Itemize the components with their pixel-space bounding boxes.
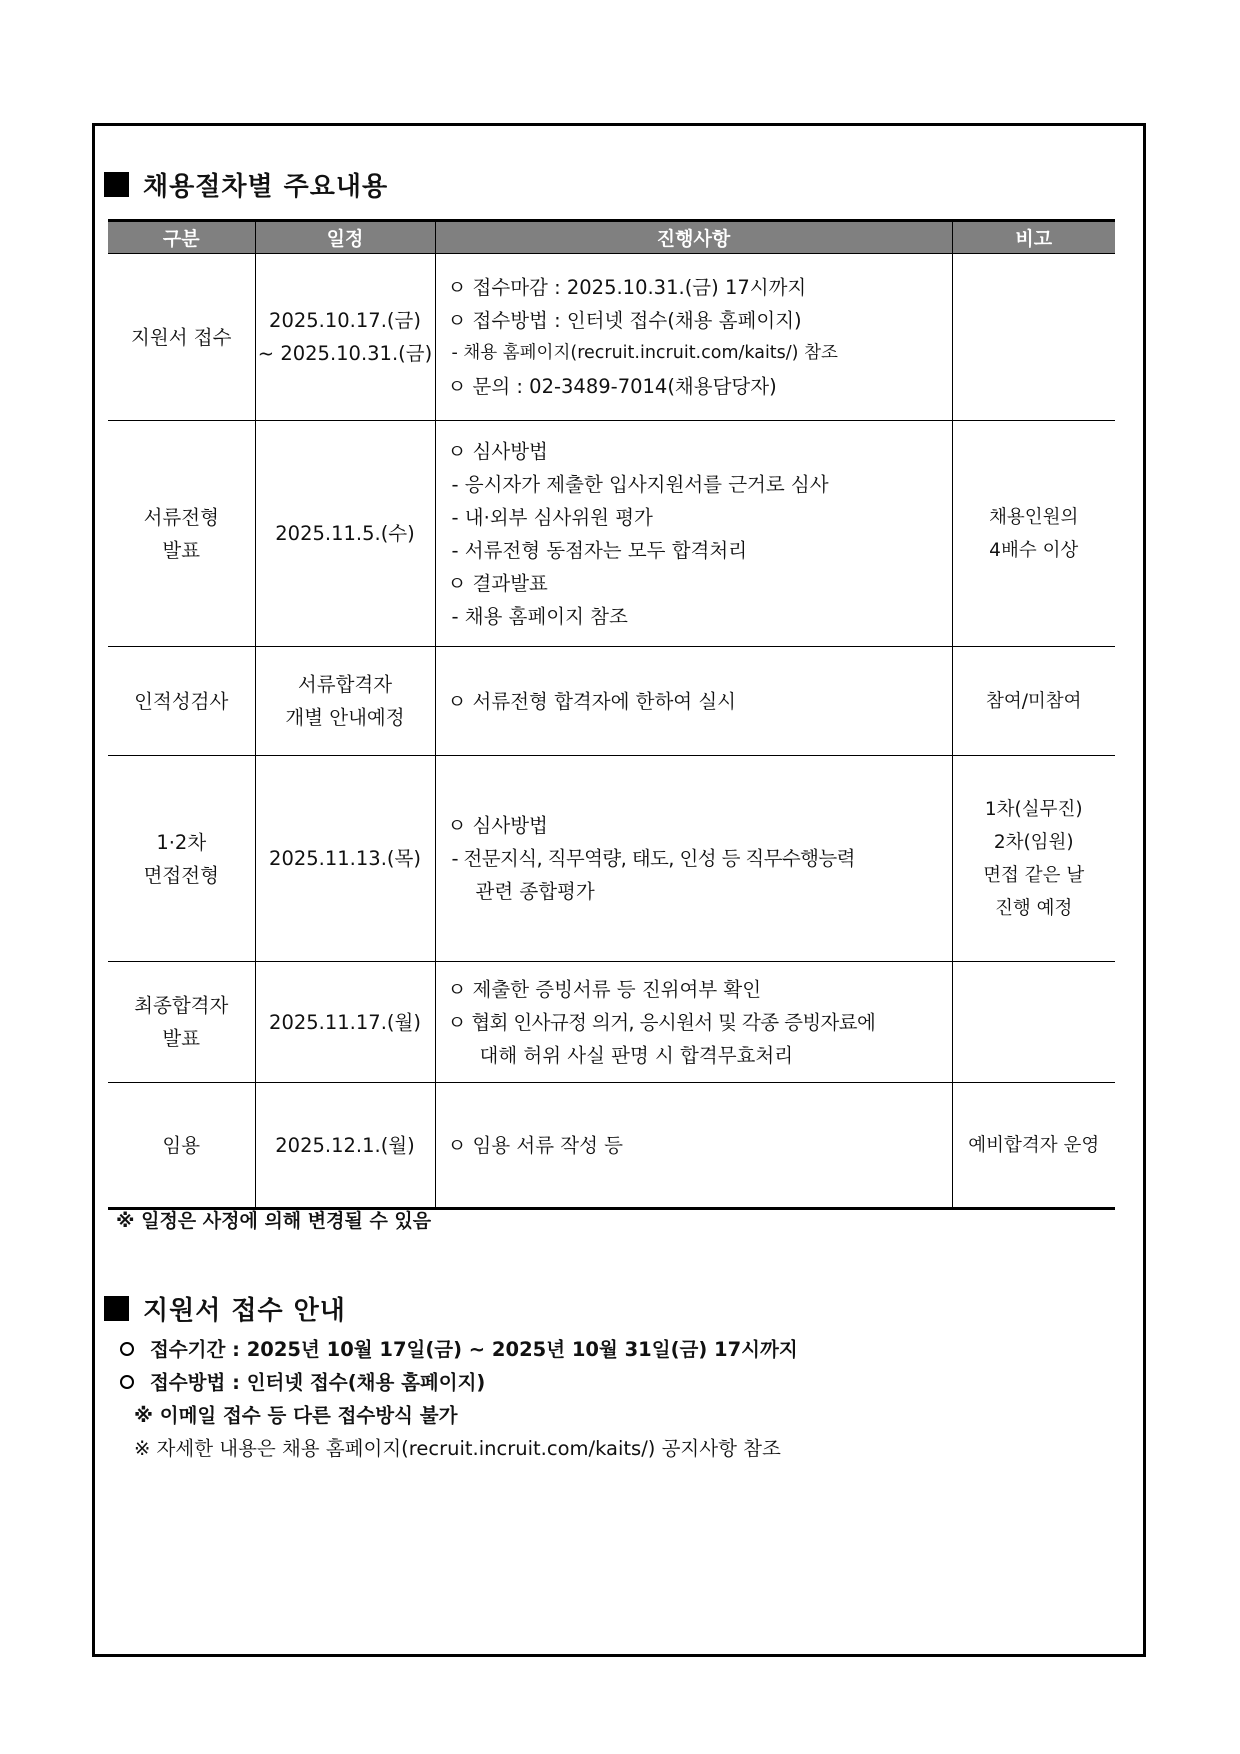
category-cell: 인적성검사	[108, 647, 255, 756]
schedule-cell: 2025.11.5.(수)	[255, 421, 435, 647]
procedure-table	[108, 219, 1115, 1210]
application-method-item: 접수방법 : 인터넷 접수(채용 홈페이지)	[120, 1367, 485, 1395]
note-cell	[952, 962, 1115, 1083]
section-title-application	[104, 1290, 346, 1327]
section-title-text: 지원서 접수 안내	[143, 1296, 346, 1326]
section-title-procedure	[104, 166, 388, 203]
homepage-reference-note: ※ 자세한 내용은 채용 홈페이지(recruit.incruit.com/kaits/) 공지사항 참조	[134, 1437, 781, 1460]
table-row	[108, 254, 1115, 421]
table-row	[108, 1083, 1115, 1209]
header-details: 진행사항	[435, 221, 952, 254]
table-row	[108, 647, 1115, 756]
section-title-text: 채용절차별 주요내용	[143, 172, 389, 202]
circle-bullet-icon	[120, 1375, 134, 1389]
details-cell: ㅇ 접수마감 : 2025.10.31.(금) 17시까지 ㅇ 접수방법 : 인터넷 접수(채용 홈페이지) - 채용 홈페이지(recruit.incruit.com/kaits/) 참조 ㅇ 문의 : 02-3489-7014(채용담당자)	[435, 254, 952, 421]
schedule-cell: 2025.12.1.(월)	[255, 1083, 435, 1209]
square-bullet-icon	[104, 1296, 129, 1321]
category-cell: 임용	[108, 1083, 255, 1209]
table-header-row	[108, 221, 1115, 254]
table-row	[108, 421, 1115, 647]
category-cell: 최종합격자 발표	[108, 962, 255, 1083]
note-cell: 1차(실무진) 2차(임원) 면접 같은 날 진행 예정	[952, 756, 1115, 962]
details-cell: ㅇ 심사방법 - 응시자가 제출한 입사지원서를 근거로 심사 - 내·외부 심사위원 평가 - 서류전형 동점자는 모두 합격처리 ㅇ 결과발표 - 채용 홈페이지 참조	[435, 421, 952, 647]
category-cell: 1·2차 면접전형	[108, 756, 255, 962]
table-row	[108, 756, 1115, 962]
email-not-allowed-note: ※ 이메일 접수 등 다른 접수방식 불가	[134, 1404, 458, 1427]
schedule-change-note: ※ 일정은 사정에 의해 변경될 수 있음	[116, 1210, 432, 1232]
note-cell	[952, 254, 1115, 421]
details-cell: ㅇ 서류전형 합격자에 한하여 실시	[435, 647, 952, 756]
schedule-cell: 2025.11.13.(목)	[255, 756, 435, 962]
note-cell: 채용인원의 4배수 이상	[952, 421, 1115, 647]
header-note: 비고	[952, 221, 1115, 254]
category-cell: 서류전형 발표	[108, 421, 255, 647]
schedule-cell: 2025.11.17.(월)	[255, 962, 435, 1083]
category-cell: 지원서 접수	[108, 254, 255, 421]
table-row	[108, 962, 1115, 1083]
note-cell: 참여/미참여	[952, 647, 1115, 756]
circle-bullet-icon	[120, 1342, 134, 1356]
application-period-item: 접수기간 : 2025년 10월 17일(금) ~ 2025년 10월 31일(금) 17시까지	[120, 1334, 798, 1362]
note-cell: 예비합격자 운영	[952, 1083, 1115, 1209]
schedule-cell: 서류합격자 개별 안내예정	[255, 647, 435, 756]
details-cell: ㅇ 제출한 증빙서류 등 진위여부 확인 ㅇ 협회 인사규정 의거, 응시원서 및 각종 증빙자료에 대해 허위 사실 판명 시 합격무효처리	[435, 962, 952, 1083]
schedule-cell: 2025.10.17.(금) ~ 2025.10.31.(금)	[255, 254, 435, 421]
header-category: 구분	[108, 221, 255, 254]
header-schedule: 일정	[255, 221, 435, 254]
square-bullet-icon	[104, 172, 129, 197]
details-cell: ㅇ 심사방법 - 전문지식, 직무역량, 태도, 인성 등 직무수행능력 관련 종합평가	[435, 756, 952, 962]
details-cell: ㅇ 임용 서류 작성 등	[435, 1083, 952, 1209]
